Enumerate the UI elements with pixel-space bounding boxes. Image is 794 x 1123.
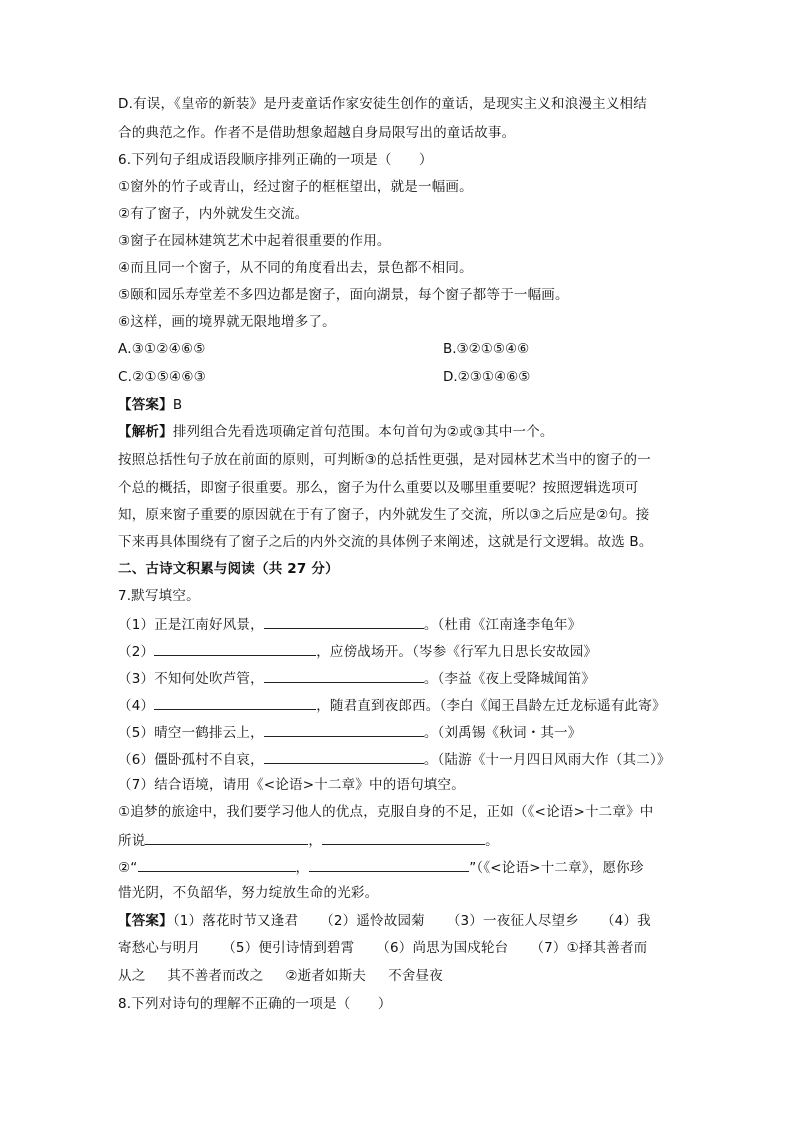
answer-5: （5）便引诗情到碧霄 (222, 940, 355, 956)
analysis-label: 【解析】 (118, 424, 173, 440)
q6-sentence-5: ⑤颐和园乐寿堂差不多四边都是窗子，面向湖景，每个窗子都等于一幅画。 (118, 287, 569, 303)
item-after: 。（陆游《十一月四日风雨大作（其二）》 (423, 752, 671, 768)
q7-item-3 (118, 668, 595, 688)
q7-sub7-1-line1: ①追梦的旅途中，我们要学习他人的优点，克服自身的不足，正如（《<论语>十二章》中 (118, 804, 654, 820)
prefix: ②“ (118, 860, 138, 876)
item-number: （6） (118, 752, 155, 768)
q6-sentence-2: ②有了窗子，内外就发生交流。 (118, 206, 309, 222)
fill-blank[interactable] (264, 668, 424, 683)
q6-analysis-line4: 知，原来窗子重要的原因就在于有了窗子，内外就发生了交流，所以③之后应是②句。接 (118, 507, 650, 523)
analysis-text: 排列组合先看选项确定首句范围。本句首句为②或③其中一个。 (172, 424, 554, 440)
separator: ， (295, 860, 310, 876)
q7-answer-line2 (118, 939, 647, 957)
q6-option-c: C.②①⑤④⑥③ (118, 369, 206, 385)
q6-option-b: B.③②①⑤④⑥ (443, 341, 530, 357)
q7-sub7-2-line2: 惜光阴，不负韶华，努力绽放生命的光彩。 (118, 885, 379, 901)
item-before: 僵卧孤村不自哀， (154, 752, 264, 768)
answer-7-b: 其不善者而改之 (167, 968, 264, 984)
prefix: 所说 (118, 833, 146, 849)
separator: ， (308, 833, 323, 849)
item-after: 。（杜甫《江南逢李龟年》 (423, 617, 582, 633)
q6-analysis-line3: 个总的概括，即窗子很重要。那么，窗子为什么重要以及哪里重要呢？按照逻辑选项可 (118, 480, 639, 496)
fill-blank[interactable] (154, 695, 316, 710)
fill-blank[interactable] (322, 830, 485, 845)
answer-1: （1）落花时节又逢君 (172, 913, 299, 929)
item-after: ，随君直到夜郎西。（李白《闻王昌龄左迁龙标遥有此寄》 (316, 698, 666, 714)
q7-sub7-1-line2 (118, 830, 499, 850)
q7-item-1 (118, 614, 581, 634)
fill-blank[interactable] (264, 722, 424, 737)
q7-sub7-2-line1 (118, 857, 644, 877)
q6-analysis-line1 (118, 423, 554, 441)
answer-7-c: ②逝者如斯夫 (285, 968, 367, 984)
item-number: （3） (118, 671, 155, 687)
section-heading: 二、古诗文积累与阅读（共 27 分） (118, 561, 339, 577)
q5-option-d-line1: D.有误，《皇帝的新装》是丹麦童话作家安徒生创作的童话，是现实主义和浪漫主义相结 (118, 96, 647, 112)
q6-answer (118, 396, 182, 414)
item-number: （1） (118, 617, 155, 633)
fill-blank[interactable] (145, 830, 308, 845)
answer-label: 【答案】 (118, 913, 173, 929)
q6-stem: 6.下列句子组成语段顺序排列正确的一项是（ ） (118, 152, 433, 168)
q5-option-d-line2: 合的典范之作。作者不是借助想象超越自身局限写出的童话故事。 (118, 125, 516, 141)
answer-4-start: （4）我 (600, 913, 651, 929)
q8-stem: 8.下列对诗句的理解不正确的一项是（ ） (118, 996, 392, 1012)
q6-option-a: A.③①②④⑥⑤ (118, 341, 206, 357)
q7-sub7-stem: （7）结合语境，请用《<论语>十二章》中的语句填空。 (118, 777, 465, 793)
q7-answer-line1 (118, 912, 651, 930)
q7-item-4 (118, 695, 666, 715)
answer-2: （2）遥怜故园菊 (320, 913, 425, 929)
q6-analysis-line2: 按照总括性句子放在前面的原则，可判断③的总括性更强，是对园林艺术当中的窗子的一 (118, 452, 651, 468)
q6-sentence-6: ⑥这样，画的境界就无限地增多了。 (118, 314, 336, 330)
q7-item-5 (118, 722, 581, 742)
answer-value: B (172, 397, 183, 413)
q6-sentence-1: ①窗外的竹子或青山，经过窗子的框框望出，就是一幅画。 (118, 179, 473, 195)
answer-7-d: 不舍昼夜 (388, 968, 443, 984)
item-after: 。（李益《夜上受降城闻笛》 (423, 671, 596, 687)
answer-7-start: （7）①择其善者而 (530, 940, 648, 956)
item-number: （4） (118, 698, 155, 714)
q6-option-d: D.②③①④⑥⑤ (443, 369, 531, 385)
suffix: ”（《<论语>十二章》，愿你珍 (469, 860, 644, 876)
answer-6: （6）尚思为国戍轮台 (376, 940, 509, 956)
answer-label: 【答案】 (118, 397, 173, 413)
fill-blank[interactable] (309, 857, 469, 872)
fill-blank[interactable] (264, 749, 424, 764)
item-number: （5） (118, 725, 155, 741)
fill-blank[interactable] (138, 857, 296, 872)
fill-blank[interactable] (154, 641, 316, 656)
q6-sentence-4: ④而且同一个窗子，从不同的角度看出去，景色都不相同。 (118, 260, 473, 276)
q6-analysis-line5: 下来再具体围绕有了窗子之后的内外交流的具体例子来阐述，这就是行文逻辑。故选 B。 (118, 534, 653, 550)
q7-item-6 (118, 749, 671, 769)
line-end: 。 (485, 833, 499, 849)
item-before: 正是江南好风景， (154, 617, 264, 633)
answer-3: （3）一夜征人尽望乡 (446, 913, 579, 929)
item-before: 晴空一鹤排云上， (154, 725, 264, 741)
item-number: （2） (118, 644, 155, 660)
item-before: 不知何处吹芦管， (154, 671, 264, 687)
item-after: ，应傍战场开。（岑参《行军九日思长安故园》 (316, 644, 598, 660)
q6-sentence-3: ③窗子在园林建筑艺术中起着很重要的作用。 (118, 233, 391, 249)
answer-4-end: 寄愁心与明月 (118, 940, 201, 956)
item-after: 。（刘禹锡《秋词・其一》 (423, 725, 582, 741)
answer-7-cont: 从之 (118, 968, 146, 984)
q7-item-2 (118, 641, 597, 661)
q7-answer-line3 (118, 967, 443, 985)
q7-stem: 7.默写填空。 (118, 588, 200, 604)
fill-blank[interactable] (264, 614, 424, 629)
